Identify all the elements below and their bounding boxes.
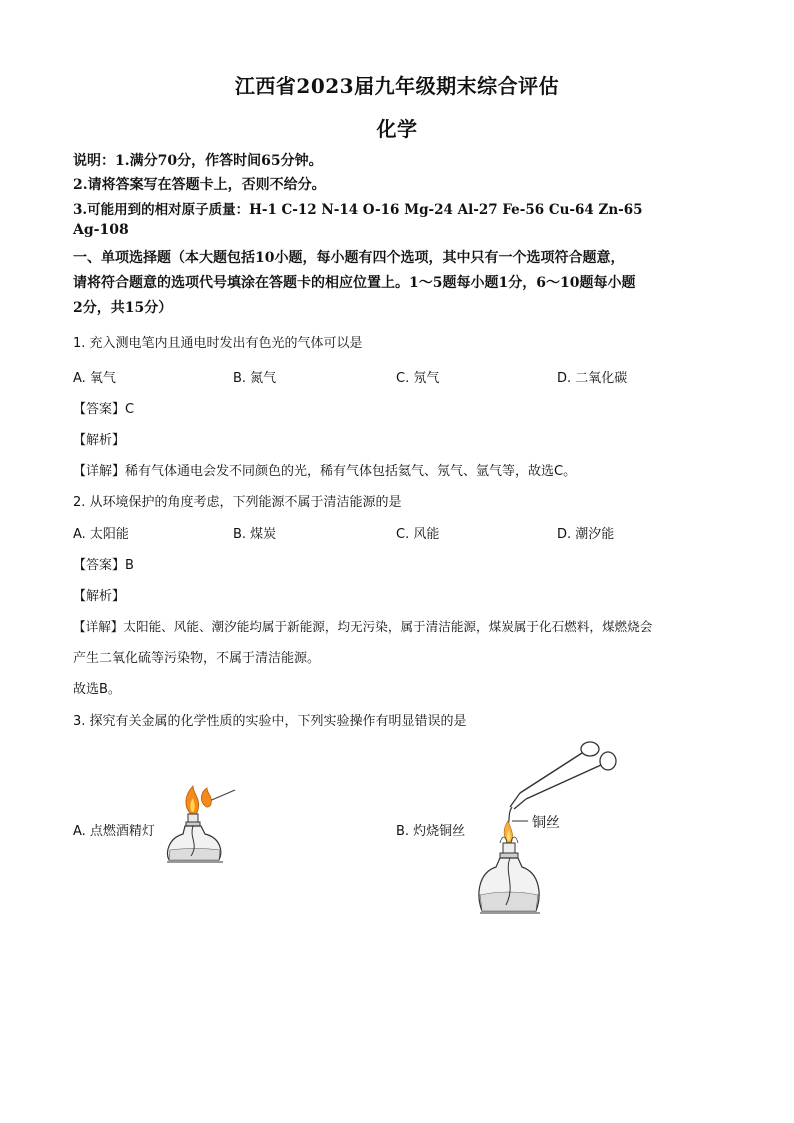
exam-title: 江西省2023届九年级期末综合评估 bbox=[234, 74, 560, 98]
q2-stem: 2. 从环境保护的角度考虑，下列能源不属于清洁能源的是 bbox=[73, 495, 402, 510]
q2-detail-line-2: 产生二氧化硫等污染物，不属于清洁能源。 bbox=[73, 651, 321, 666]
q1-detail: 【详解】稀有气体通电会发不同颜色的光，稀有气体包括氦气、氖气、氩气等，故选C。 bbox=[73, 464, 577, 479]
q1-option-b: B. 氮气 bbox=[233, 371, 277, 386]
q1-answer: 【答案】C bbox=[73, 402, 135, 417]
q2-analysis-label: 【解析】 bbox=[73, 589, 126, 604]
q2-option-a: A. 太阳能 bbox=[73, 527, 129, 542]
q2-option-d: D. 潮汐能 bbox=[557, 527, 615, 542]
q2-option-c: C. 风能 bbox=[396, 527, 440, 542]
alcohol-lamp-lighting-figure bbox=[165, 780, 245, 870]
note-line-2: 2.请将答案写在答题卡上，否则不给分。 bbox=[73, 177, 326, 193]
q3-option-a: A. 点燃酒精灯 bbox=[73, 824, 155, 839]
q2-conclusion: 故选B。 bbox=[73, 682, 121, 697]
section-heading-line-3: 2分，共15分） bbox=[73, 300, 173, 316]
subject-title: 化学 bbox=[376, 117, 418, 141]
section-heading-line-2: 请将符合题意的选项代号填涂在答题卡的相应位置上。1～5题每小题1分，6～10题每小题 bbox=[73, 275, 636, 291]
q1-option-d: D. 二氧化碳 bbox=[557, 371, 628, 386]
q1-stem: 1. 充入测电笔内且通电时发出有色光的气体可以是 bbox=[73, 336, 363, 351]
note-line-1: 说明：1.满分70分，作答时间65分钟。 bbox=[73, 153, 323, 169]
q1-option-a: A. 氧气 bbox=[73, 371, 116, 386]
q3-stem: 3. 探究有关金属的化学性质的实验中，下列实验操作有明显错误的是 bbox=[73, 714, 467, 729]
copper-wire-label: 铜丝 bbox=[532, 815, 560, 831]
q3-option-b: B. 灼烧铜丝 bbox=[396, 824, 466, 839]
q2-detail-line-1: 【详解】太阳能、风能、潮汐能均属于新能源，均无污染，属于清洁能源，煤炭属于化石燃料，煤燃烧会 bbox=[73, 619, 653, 634]
note-line-3: 3.可能用到的相对原子质量：H-1 C-12 N-14 O-16 Mg-24 Al-27 Fe-56 Cu-64 Zn-65 bbox=[73, 202, 643, 218]
section-heading-line-1: 一、单项选择题（本大题包括10小题，每小题有四个选项，其中只有一个选项符合题意， bbox=[73, 250, 625, 266]
q1-option-c: C. 氖气 bbox=[396, 371, 440, 386]
note-line-4: Ag-108 bbox=[73, 222, 129, 238]
q1-analysis-label: 【解析】 bbox=[73, 433, 126, 448]
q2-option-b: B. 煤炭 bbox=[233, 527, 277, 542]
q2-answer: 【答案】B bbox=[73, 558, 134, 573]
